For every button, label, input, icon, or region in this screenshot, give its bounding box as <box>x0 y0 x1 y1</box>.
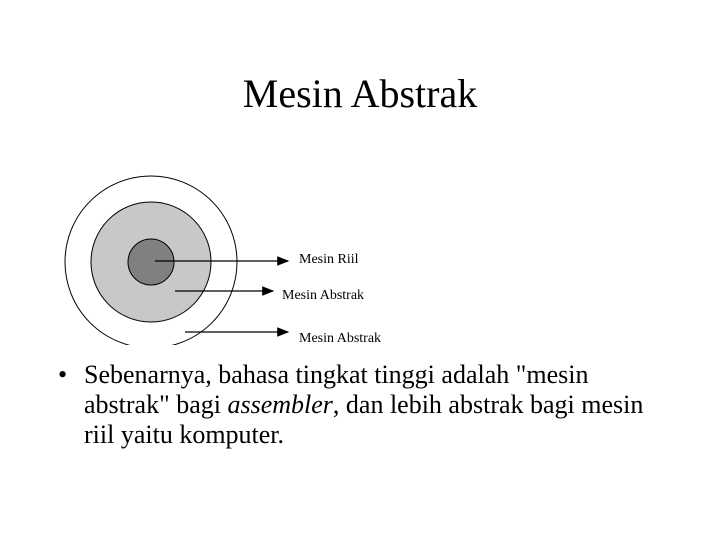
inner-circle-real-machine <box>128 239 174 285</box>
label-real-machine: Mesin Riil <box>299 252 359 267</box>
label-abstract-machine-2: Mesin Abstrak <box>299 331 382 345</box>
label-abstract-machine-1: Mesin Abstrak <box>282 288 365 303</box>
bullet-text-italic: assembler <box>227 390 333 419</box>
slide-title: Mesin Abstrak <box>242 71 478 116</box>
diagram-canvas <box>55 170 435 345</box>
bullet-icon: • <box>58 360 68 389</box>
bullet-text-end: , dan lebih abstrak bagi mesin riil yaitu komputer. <box>84 390 644 449</box>
bullet-text-start: Sebenarnya, bahasa tingkat tinggi adalah "mesin abstrak" bagi <box>84 360 589 419</box>
bullet-text <box>84 360 674 450</box>
nested-machine-diagram <box>55 170 435 345</box>
